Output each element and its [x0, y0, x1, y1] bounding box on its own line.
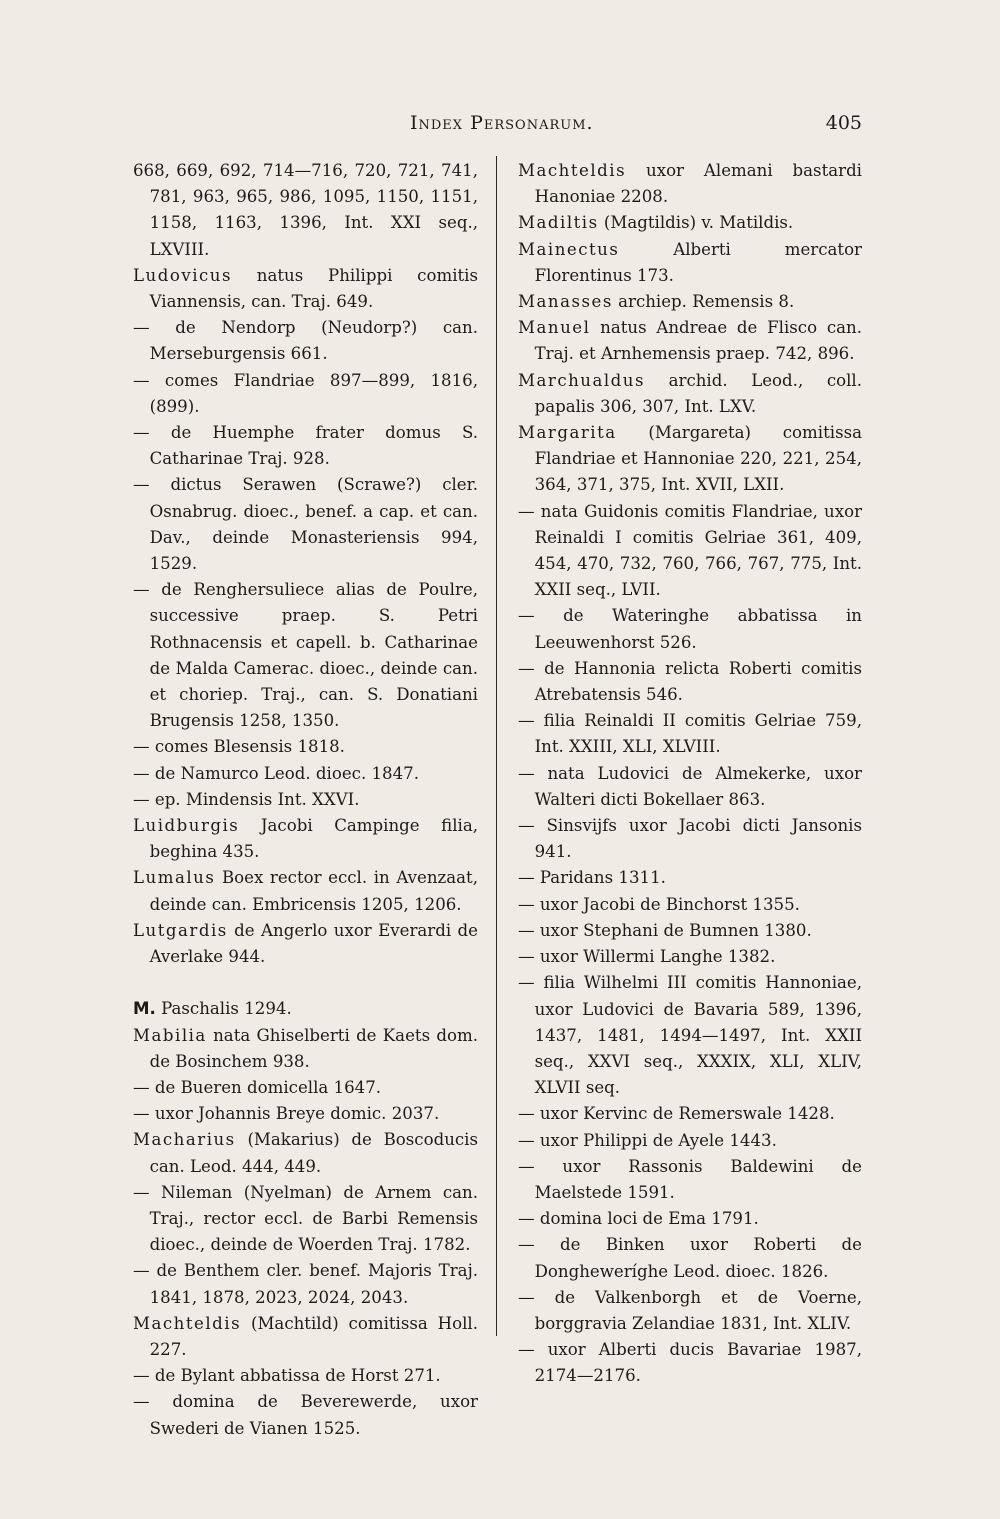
entry-text: archiep. Remensis 8. — [612, 292, 795, 312]
entry-text: — de Wateringhe abbatissa in Leeuwenhorst 526. — [518, 606, 862, 652]
entry-text: — de Binken uxor Roberti de Dongheweríghe Leod. dioec. 1826. — [518, 1235, 862, 1281]
index-entry — [133, 263, 478, 315]
index-entry — [133, 315, 478, 367]
entry-text: — de Namurco Leod. dioec. 1847. — [133, 763, 419, 783]
index-entry — [518, 970, 862, 1101]
index-entry — [133, 1389, 478, 1441]
entry-text: — de Bylant abbatissa de Horst 271. — [133, 1366, 441, 1386]
index-entry — [133, 787, 478, 813]
index-entry — [518, 918, 862, 944]
entry-text: — de Nendorp (Neudorp?) can. Merseburgensis 661. — [133, 318, 478, 364]
entry-text: (Magtildis) v. Matildis. — [598, 213, 794, 233]
entry-headword: Mainectus — [518, 239, 620, 259]
page-number: 405 — [825, 112, 862, 134]
entry-headword: Luidburgis — [133, 816, 240, 836]
index-entry — [518, 1285, 862, 1337]
index-entry — [133, 918, 478, 970]
index-entry — [133, 577, 478, 734]
entry-headword: Lumalus — [133, 868, 216, 888]
entry-text: nata Ghiselberti de Kaets dom. de Bosinchem 938. — [149, 1025, 478, 1071]
index-entry — [133, 420, 478, 472]
entry-text: — Paridans 1311. — [518, 868, 666, 888]
entry-text: — de Valkenborgh et de Voerne, borggravia Zelandiae 1831, Int. XLIV. — [518, 1287, 862, 1333]
entry-text: 668, 669, 692, 714—716, 720, 721, 741, 781, 963, 965, 986, 1095, 1150, 1151, 1158, 1163, 1396, Int. XXI seq., LXVIII. — [133, 161, 478, 259]
right-column — [518, 158, 862, 1390]
index-entry — [133, 996, 478, 1022]
entry-headword: Mabilia — [133, 1025, 207, 1045]
entry-text: (Makarius) de Boscoducis can. Leod. 444, 449. — [149, 1130, 478, 1176]
entry-headword: Macharius — [133, 1130, 236, 1150]
index-entry — [518, 210, 862, 236]
index-entry — [133, 761, 478, 787]
entry-text: — domina de Beverewerde, uxor Swederi de Vianen 1525. — [133, 1392, 478, 1438]
index-entry — [133, 865, 478, 917]
index-entry — [133, 1101, 478, 1127]
entry-text: (Margareta) comitissa Flandriae et Hannoniae 220, 221, 254, 364, 371, 375, Int. XVII, LXII. — [534, 423, 862, 495]
index-entry — [133, 1311, 478, 1363]
index-entry — [133, 368, 478, 420]
index-entry — [518, 1337, 862, 1389]
entry-text: — comes Blesensis 1818. — [133, 737, 345, 757]
index-entry — [133, 1180, 478, 1259]
index-entry — [133, 1363, 478, 1389]
entry-text: natus Philippi comitis Viannensis, can. Traj. 649. — [149, 265, 478, 312]
entry-headword: Margarita — [518, 423, 617, 443]
index-entry — [133, 1258, 478, 1310]
index-entry — [518, 761, 862, 813]
entry-headword: Machteldis — [133, 1313, 242, 1333]
index-entry — [518, 237, 862, 289]
index-entry — [133, 158, 478, 263]
running-head-title: Index Personarum. — [410, 112, 594, 134]
entry-text: — nata Guidonis comitis Flandriae, uxor Reinaldi I comitis Gelriae 361, 409, 454, 470, 732, 760, 766, 767, 775, Int. XXII seq., LVII. — [518, 501, 862, 600]
entry-text: — uxor Jacobi de Binchorst 1355. — [518, 894, 800, 914]
entry-text: — domina loci de Ema 1791. — [518, 1209, 759, 1229]
entry-headword: Manuel — [518, 318, 591, 338]
index-entry — [518, 892, 862, 918]
index-entry — [518, 944, 862, 970]
entry-text: — uxor Johannis Breye domic. 2037. — [133, 1104, 440, 1124]
index-entry — [518, 656, 862, 708]
entry-headword: Marchualdus — [518, 370, 646, 390]
index-entry — [518, 1232, 862, 1284]
index-entry — [518, 1101, 862, 1127]
entry-text: — nata Ludovici de Almekerke, uxor Walteri dicti Bokellaer 863. — [518, 763, 862, 809]
index-entry — [518, 368, 862, 420]
entry-text: — Sinsvijfs uxor Jacobi dicti Jansonis 941. — [518, 816, 862, 862]
entry-text: — ep. Mindensis Int. XXVI. — [133, 789, 360, 809]
column-divider — [496, 156, 497, 1336]
entry-headword: Manasses — [518, 292, 613, 312]
left-column — [133, 158, 478, 1442]
entry-text: — uxor Willermi Langhe 1382. — [518, 947, 776, 967]
entry-text: Boex rector eccl. in Avenzaat, deinde can. Embricensis 1205, 1206. — [149, 868, 478, 914]
entry-headword: Madiltis — [518, 213, 599, 233]
entry-text: — uxor Rassonis Baldewini de Maelstede 1591. — [518, 1156, 862, 1202]
entry-text: — filia Wilhelmi III comitis Hannoniae, uxor Ludovici de Bavaria 589, 1396, 1437, 1481, 1494—1497, Int. XXII seq., XXVI seq., XXXIX, XLI, XLIV, XLVII seq. — [518, 973, 862, 1098]
entry-text: — dictus Serawen (Scrawe?) cler. Osnabrug. dioec., benef. a cap. et can. Dav., deinde Monasteriensis 994, 1529. — [133, 475, 478, 574]
entry-text: — de Huemphe frater domus S. Catharinae Traj. 928. — [133, 423, 478, 469]
index-entry — [518, 1128, 862, 1154]
entry-text: — uxor Stephani de Bumnen 1380. — [518, 920, 812, 940]
section-letter: M. — [133, 999, 156, 1019]
entry-text: — filia Reinaldi II comitis Gelriae 759, Int. XXIII, XLI, XLVIII. — [518, 711, 862, 757]
entry-text: de Angerlo uxor Everardi de Averlake 944. — [149, 920, 478, 967]
entry-text: Jacobi Campinge filia, beghina 435. — [149, 816, 478, 862]
index-entry — [518, 813, 862, 865]
entry-text: archid. Leod., coll. papalis 306, 307, Int. LXV. — [534, 370, 862, 416]
entry-text: — uxor Philippi de Ayele 1443. — [518, 1130, 777, 1150]
entry-text: natus Andreae de Flisco can. Traj. et Arnhemensis praep. 742, 896. — [534, 318, 862, 364]
entry-text: — de Hannonia relicta Roberti comitis Atrebatensis 546. — [518, 658, 862, 705]
entry-text: (Machtild) comitissa Holl. 227. — [149, 1313, 478, 1359]
entry-text: — de Bueren domicella 1647. — [133, 1077, 382, 1097]
entry-headword: Ludovicus — [133, 265, 232, 285]
running-head — [132, 112, 862, 142]
index-entry — [518, 158, 862, 210]
entry-text: uxor Alemani bastardi Hanoniae 2208. — [534, 161, 862, 207]
entry-text: — comes Flandriae 897—899, 1816, (899). — [133, 370, 478, 416]
index-entry — [133, 734, 478, 760]
entry-text: — uxor Alberti ducis Bavariae 1987, 2174—2176. — [518, 1340, 862, 1386]
index-entry — [518, 420, 862, 499]
index-entry — [133, 472, 478, 577]
entry-headword: Lutgardis — [133, 920, 228, 940]
entry-headword: Machteldis — [518, 161, 627, 180]
index-entry — [518, 289, 862, 315]
entry-spacer — [133, 970, 478, 996]
entry-text: Alberti mercator Florentinus 173. — [534, 239, 862, 285]
entry-text: — de Benthem cler. benef. Majoris Traj. 1841, 1878, 2023, 2024, 2043. — [133, 1261, 478, 1307]
index-entry — [518, 315, 862, 367]
entry-text: — Nileman (Nyelman) de Arnem can. Traj., rector eccl. de Barbi Remensis dioec., deinde de Woerden Traj. 1782. — [133, 1182, 478, 1255]
index-entry — [518, 1206, 862, 1232]
index-entry — [133, 1127, 478, 1179]
entry-text: — de Renghersuliece alias de Poulre, successive praep. S. Petri Rothnacensis et capell. b. Catharinae de Malda Camerac. dioec., deinde can. et choriep. Traj., can. S. Donatiani Brugensis 1258, 1350. — [133, 580, 478, 731]
index-entry — [133, 1023, 478, 1075]
index-entry — [518, 1154, 862, 1206]
index-entry — [133, 1075, 478, 1101]
index-entry — [518, 499, 862, 604]
entry-text: — uxor Kervinc de Remerswale 1428. — [518, 1104, 835, 1124]
entry-text: Paschalis 1294. — [155, 999, 292, 1019]
index-entry — [133, 813, 478, 865]
index-entry — [518, 708, 862, 760]
index-entry — [518, 603, 862, 655]
index-entry — [518, 865, 862, 891]
